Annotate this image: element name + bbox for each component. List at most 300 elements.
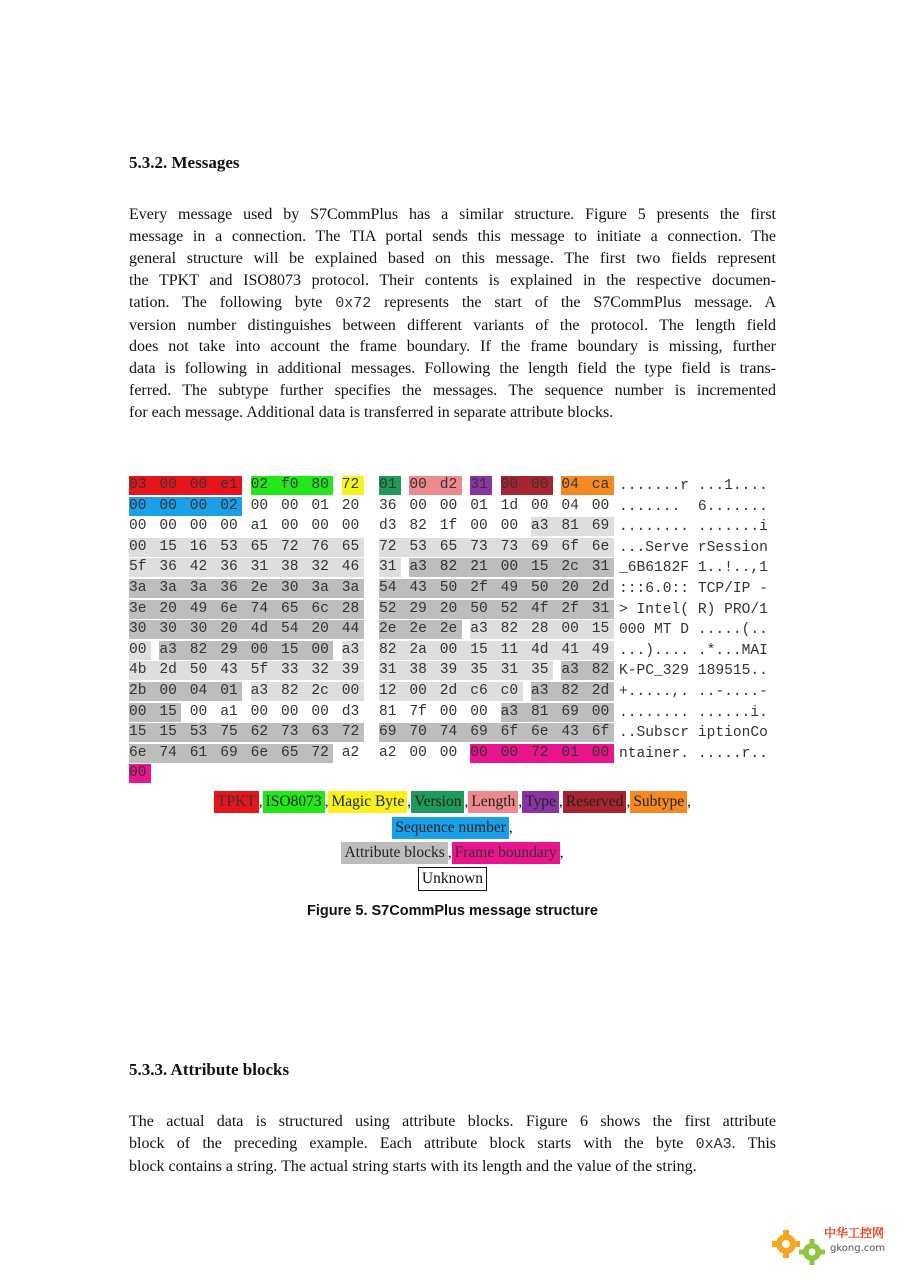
- hex-byte: 01: [561, 744, 592, 763]
- hex-byte: a3: [342, 641, 364, 660]
- hex-byte: 2d: [592, 682, 614, 701]
- hex-byte: 11: [501, 641, 532, 660]
- hex-byte: 31: [592, 558, 614, 577]
- text-run: The actual data is structured using attribute blocks. Figure 6 shows the first attribute: [129, 1113, 776, 1130]
- hex-byte: 00: [129, 538, 160, 557]
- hex-byte: 6f: [592, 723, 614, 742]
- legend-item: Type: [522, 791, 559, 813]
- hex-byte: 72: [342, 723, 364, 742]
- ascii-column: 000 MT D .....(..: [619, 622, 768, 639]
- hex-byte: 00: [592, 744, 614, 763]
- hex-byte: d3: [379, 518, 397, 535]
- hex-byte: 36: [220, 579, 251, 598]
- hex-byte: 36: [379, 497, 397, 514]
- legend-separator: ,: [407, 793, 412, 810]
- hex-byte: 3a: [129, 579, 160, 598]
- text-run: . This: [731, 1134, 777, 1152]
- hex-byte: 01: [311, 497, 329, 514]
- legend-separator: ,: [508, 819, 513, 836]
- hex-byte: 49: [501, 579, 532, 598]
- hex-byte: 31: [501, 661, 532, 680]
- text-run: Every message used by S7CommPlus has a similar structure. Figure 5 presents the first: [129, 206, 776, 223]
- hex-byte: 28: [531, 620, 562, 639]
- hex-byte: 04: [190, 682, 221, 701]
- legend-separator: ,: [464, 793, 469, 810]
- svg-text:中华工控网: 中华工控网: [824, 1226, 885, 1240]
- hex-byte: 15: [531, 558, 562, 577]
- hex-byte: 2d: [592, 579, 614, 598]
- hex-byte: 00: [409, 476, 440, 495]
- hex-byte: 00: [129, 497, 160, 516]
- hex-byte: 31: [592, 600, 614, 619]
- hex-byte: 49: [190, 600, 221, 619]
- hex-byte: 61: [190, 744, 221, 763]
- hex-byte: 12: [379, 682, 410, 701]
- ascii-column: ........ ......i.: [619, 704, 768, 721]
- hex-byte: 00: [470, 744, 501, 763]
- hex-byte: 44: [342, 620, 364, 639]
- messages-paragraph-line: [129, 292, 776, 315]
- hex-byte: 82: [379, 641, 410, 660]
- hex-byte: 3a: [311, 579, 342, 598]
- text-run: data is following in additional messages. Following the length field the type field is trans-: [129, 360, 776, 378]
- hex-byte: 00: [190, 476, 221, 495]
- hex-byte: 2d: [159, 661, 190, 680]
- hex-byte: 2b: [129, 682, 160, 701]
- hex-byte: 5f: [251, 661, 282, 680]
- hex-byte: 52: [501, 600, 532, 619]
- text-run: tation. The following byte: [129, 293, 336, 311]
- messages-paragraph-line: [129, 226, 776, 248]
- hex-byte: 03: [129, 476, 160, 495]
- messages-paragraph-line: [129, 402, 776, 424]
- hex-byte: 81: [561, 517, 592, 536]
- hex-byte: a3: [531, 517, 562, 536]
- hex-byte: 74: [251, 600, 282, 619]
- hex-byte: 20: [220, 620, 251, 639]
- hex-byte: 04: [561, 476, 592, 495]
- hex-byte: 76: [311, 538, 342, 557]
- hex-byte: 53: [409, 538, 440, 557]
- messages-paragraph-line: [129, 336, 776, 358]
- hex-byte: 15: [159, 723, 190, 742]
- hex-byte: 15: [159, 703, 181, 722]
- hex-byte: 3e: [129, 600, 160, 619]
- hex-byte: 01: [379, 476, 401, 495]
- hex-byte: 00: [251, 641, 282, 660]
- inline-code: 0x72: [335, 294, 372, 312]
- hex-byte: a3: [251, 682, 282, 701]
- gkong-logo: [770, 1220, 895, 1272]
- hex-byte: 46: [342, 558, 364, 577]
- hex-byte: 82: [281, 682, 312, 701]
- ascii-column: .......r ...1....: [619, 478, 768, 494]
- hex-byte: 69: [592, 517, 614, 536]
- section-heading-messages: 5.3.2. Messages: [129, 153, 240, 172]
- hex-byte: 00: [501, 558, 532, 577]
- text-run: the TPKT and ISO8073 protocol. Their contents is explained in the respective documen-: [129, 271, 776, 289]
- legend-separator: ,: [518, 793, 523, 810]
- text-run: message in a connection. The TIA portal sends this message to initiate a connection. The: [129, 227, 776, 245]
- ascii-column: ..Subscr iptionCo: [619, 725, 768, 742]
- hex-byte: 35: [470, 661, 501, 680]
- hex-byte: 29: [409, 600, 440, 619]
- hex-byte: 65: [440, 538, 471, 557]
- hex-byte: 7f: [409, 703, 427, 720]
- legend-row-4: [0, 867, 905, 891]
- hex-byte: 6e: [592, 538, 614, 557]
- text-run: ferred. The subtype further specifies the messages. The sequence number is incremented: [129, 382, 776, 400]
- hex-byte: d2: [440, 476, 462, 495]
- hex-byte: 00: [129, 703, 160, 722]
- legend-item: Length: [468, 791, 518, 813]
- hex-byte: 02: [220, 497, 242, 516]
- hex-byte: 01: [220, 682, 242, 701]
- hex-byte: 50: [470, 600, 501, 619]
- hex-byte: 62: [251, 723, 282, 742]
- hex-byte: 4d: [531, 641, 562, 660]
- hex-byte: 2f: [561, 600, 592, 619]
- hex-byte: 41: [561, 641, 592, 660]
- hex-byte: 00: [592, 703, 614, 722]
- hex-byte: 72: [281, 538, 312, 557]
- hex-byte: 00: [341, 518, 360, 535]
- hex-byte: 00: [129, 518, 147, 535]
- hex-byte: ca: [592, 476, 614, 495]
- hex-byte: 02: [251, 476, 282, 495]
- hex-byte: 39: [342, 661, 364, 680]
- ascii-column: :::6.0:: TCP/IP -: [619, 580, 768, 597]
- attribute-blocks-paragraph-line: [129, 1156, 776, 1178]
- attribute-blocks-paragraph: [129, 1111, 776, 1178]
- hex-byte: 30: [129, 620, 160, 639]
- text-run: version number distinguishes between different variants of the protocol. The length field: [129, 316, 776, 334]
- hex-byte: 69: [531, 538, 562, 557]
- hex-byte: 36: [220, 558, 251, 577]
- hex-byte: 65: [281, 600, 312, 619]
- hex-byte: 00: [561, 620, 592, 639]
- text-run: does not take into account the frame boundary. If the frame boundary is missing, further: [129, 338, 776, 356]
- hex-byte: 00: [129, 641, 151, 660]
- hex-byte: 82: [592, 661, 614, 680]
- hex-byte: 82: [561, 682, 592, 701]
- legend-item: Unknown: [418, 867, 487, 891]
- hex-byte: 00: [531, 497, 549, 514]
- hex-byte: 72: [379, 538, 410, 557]
- hex-byte: a2: [379, 744, 397, 761]
- hex-byte: a3: [409, 558, 440, 577]
- legend-item: Sequence number: [392, 817, 509, 839]
- hex-byte: 2e: [440, 620, 462, 639]
- hex-byte: 49: [592, 641, 614, 660]
- hex-byte: 00: [470, 518, 488, 535]
- hex-byte: a3: [159, 641, 190, 660]
- hex-byte: 00: [281, 497, 299, 514]
- hex-byte: 31: [379, 661, 410, 680]
- figure-caption: Figure 5. S7CommPlus message structure: [307, 903, 598, 919]
- inline-code: 0xA3: [695, 1135, 732, 1153]
- legend-item: ISO8073: [263, 791, 325, 813]
- hex-byte: 2c: [311, 682, 342, 701]
- hex-byte: 72: [311, 744, 333, 763]
- legend-item: Subtype: [630, 791, 687, 813]
- hex-byte: 00: [311, 518, 329, 535]
- hex-byte: 20: [561, 579, 592, 598]
- hex-byte: 00: [159, 476, 190, 495]
- hex-byte: 5f: [129, 558, 160, 577]
- hex-byte: d3: [341, 703, 360, 720]
- hex-byte: 15: [592, 620, 614, 639]
- hex-byte: 53: [220, 538, 251, 557]
- hex-byte: 00: [281, 518, 299, 535]
- hex-byte: 28: [342, 600, 364, 619]
- hex-byte: 15: [129, 723, 160, 742]
- hex-byte: a1: [220, 703, 238, 720]
- section-heading-attribute-blocks: 5.3.3. Attribute blocks: [129, 1060, 290, 1079]
- hex-byte: 6c: [311, 600, 342, 619]
- hex-byte: 00: [501, 476, 532, 495]
- text-run: for each message. Additional data is transferred in separate attribute blocks.: [129, 404, 614, 422]
- hex-byte: 3a: [342, 579, 364, 598]
- hex-byte: 65: [281, 744, 312, 763]
- hex-byte: 70: [409, 723, 440, 742]
- legend-separator: ,: [258, 793, 263, 810]
- hex-byte: 50: [531, 579, 562, 598]
- hex-byte: 80: [311, 476, 333, 495]
- hex-byte: 38: [409, 661, 440, 680]
- hex-byte: 4f: [531, 600, 562, 619]
- hex-byte: 00: [591, 497, 610, 514]
- hex-byte: 75: [220, 723, 251, 742]
- hex-byte: 82: [190, 641, 221, 660]
- legend-separator: ,: [687, 793, 691, 810]
- hex-byte: 15: [470, 641, 501, 660]
- hex-byte: 63: [311, 723, 342, 742]
- hex-byte: 74: [440, 723, 471, 742]
- messages-paragraph-line: [129, 204, 776, 226]
- hex-byte: 4b: [129, 661, 160, 680]
- hex-byte: 65: [342, 538, 364, 557]
- svg-text:gkong.com: gkong.com: [830, 1243, 886, 1254]
- hex-byte: 6f: [561, 538, 592, 557]
- hex-byte: 15: [159, 538, 190, 557]
- hex-byte: 2c: [561, 558, 592, 577]
- hex-byte: 00: [220, 518, 238, 535]
- hex-byte: 00: [501, 744, 532, 763]
- legend-item: TPKT: [214, 791, 259, 813]
- hex-byte: 6e: [531, 723, 562, 742]
- ascii-column: ...).... .*...MAI: [619, 642, 768, 659]
- hex-byte: 00: [159, 682, 190, 701]
- hex-byte: a3: [561, 661, 592, 680]
- hex-byte: 72: [342, 476, 364, 495]
- legend-item: Attribute blocks: [341, 842, 447, 864]
- hex-byte: 30: [190, 620, 221, 639]
- hex-byte: 2a: [409, 641, 440, 660]
- hex-byte: 54: [379, 579, 410, 598]
- hex-byte: 6e: [220, 600, 251, 619]
- hex-byte: 20: [159, 600, 190, 619]
- hex-byte: c6: [470, 682, 501, 701]
- legend-row-3: [0, 841, 905, 865]
- legend-row-1: [0, 790, 905, 814]
- hex-byte: 2e: [409, 620, 440, 639]
- hex-byte: 00: [129, 764, 151, 783]
- ascii-column: +.....,. ..-....-: [619, 683, 768, 700]
- hex-byte: 20: [311, 620, 342, 639]
- hex-byte: 2e: [251, 579, 282, 598]
- hex-byte: 01: [470, 497, 488, 514]
- hex-byte: 50: [190, 661, 221, 680]
- hex-byte: 73: [281, 723, 312, 742]
- hex-byte: a3: [531, 682, 562, 701]
- hex-byte: 00: [250, 497, 269, 514]
- hex-byte: 00: [409, 682, 440, 701]
- messages-paragraph-line: [129, 358, 776, 380]
- hex-byte: f0: [281, 476, 312, 495]
- hex-byte: 15: [281, 641, 312, 660]
- messages-paragraph: [129, 204, 776, 424]
- hex-byte: 00: [189, 518, 208, 535]
- hex-byte: a3: [501, 703, 532, 722]
- messages-paragraph-line: [129, 380, 776, 402]
- hex-byte: 74: [159, 744, 190, 763]
- hex-byte: 30: [159, 620, 190, 639]
- legend-separator: ,: [558, 793, 563, 810]
- hex-byte: 31: [379, 558, 401, 577]
- hex-byte: 32: [311, 661, 342, 680]
- hex-byte: 52: [379, 600, 410, 619]
- hex-byte: 69: [470, 723, 501, 742]
- hex-byte: 69: [561, 703, 592, 722]
- hex-byte: 04: [561, 497, 579, 514]
- hex-byte: 4d: [251, 620, 282, 639]
- hex-byte: 43: [561, 723, 592, 742]
- hex-byte: 20: [341, 497, 360, 514]
- hex-byte: 3a: [190, 579, 221, 598]
- legend-item: Frame boundary: [452, 842, 560, 864]
- hex-byte: 6e: [251, 744, 282, 763]
- ascii-column: ........ .......i: [619, 519, 768, 536]
- hex-byte: 42: [190, 558, 221, 577]
- ascii-column: ...Serve rSession: [619, 539, 768, 556]
- hex-byte: a2: [341, 744, 360, 761]
- hex-byte: 00: [190, 497, 221, 516]
- legend-separator: ,: [447, 844, 452, 861]
- hex-byte: 21: [470, 558, 501, 577]
- messages-paragraph-line: [129, 248, 776, 270]
- hex-byte: 00: [440, 641, 471, 660]
- hex-byte: a1: [250, 518, 269, 535]
- hex-byte: 69: [379, 723, 410, 742]
- hex-byte: 00: [281, 703, 299, 720]
- legend-separator: ,: [559, 844, 564, 861]
- hex-byte: 2e: [379, 620, 410, 639]
- text-run: general structure will be explained based on this message. The first two fields represent: [129, 249, 776, 267]
- hex-byte: 31: [251, 558, 282, 577]
- hex-byte: 82: [501, 620, 532, 639]
- hex-byte: 00: [311, 703, 329, 720]
- hex-byte: a3: [470, 620, 501, 639]
- legend-row-2: [0, 816, 905, 840]
- hex-byte: 69: [220, 744, 251, 763]
- legend-separator: ,: [626, 793, 631, 810]
- hex-byte: 81: [531, 703, 562, 722]
- hex-byte: 00: [159, 497, 190, 516]
- hex-byte: 00: [409, 497, 427, 514]
- hex-byte: 38: [281, 558, 312, 577]
- hex-byte: 16: [190, 538, 221, 557]
- hex-byte: 00: [311, 641, 333, 660]
- ascii-column: > Intel( R) PRO/1: [619, 601, 768, 618]
- hex-byte: 35: [531, 661, 553, 680]
- text-run: block contains a string. The actual string starts with its length and the value of the string.: [129, 1157, 697, 1175]
- hex-byte: 00: [439, 497, 458, 514]
- messages-paragraph-line: [129, 315, 776, 337]
- text-run: represents the start of the S7CommPlus message. A: [371, 293, 776, 311]
- hex-byte: 00: [531, 476, 553, 495]
- messages-paragraph-line: [129, 270, 776, 292]
- attribute-blocks-paragraph-line: [129, 1111, 776, 1133]
- hex-byte: 29: [220, 641, 251, 660]
- hex-byte: 53: [190, 723, 221, 742]
- hex-byte: 6e: [129, 744, 160, 763]
- hex-byte: 82: [409, 518, 427, 535]
- hex-byte: 2f: [470, 579, 501, 598]
- hex-byte: e1: [220, 476, 242, 495]
- hex-byte: 73: [501, 538, 532, 557]
- ascii-column: ntainer. .....r..: [619, 745, 768, 762]
- attribute-blocks-paragraph-line: [129, 1133, 776, 1156]
- hex-byte: 3a: [159, 579, 190, 598]
- ascii-column: _6B6182F 1..!..,1: [619, 560, 768, 577]
- hex-byte: 2d: [440, 682, 471, 701]
- hex-byte: 1d: [500, 497, 519, 514]
- hex-byte: 72: [531, 744, 562, 763]
- hex-byte: 00: [409, 744, 427, 761]
- hex-byte: 00: [250, 703, 269, 720]
- hex-byte: 54: [281, 620, 312, 639]
- hex-byte: 00: [189, 703, 208, 720]
- hex-byte: c0: [501, 682, 523, 701]
- ascii-column: K-PC_329 189515..: [619, 663, 768, 680]
- hex-byte: 00: [439, 703, 458, 720]
- hex-byte: 00: [500, 518, 519, 535]
- hex-byte: 20: [440, 600, 471, 619]
- hex-byte: 39: [440, 661, 471, 680]
- hex-byte: 73: [470, 538, 501, 557]
- hex-byte: 82: [440, 558, 471, 577]
- hex-byte: 50: [440, 579, 471, 598]
- hex-byte: 6f: [501, 723, 532, 742]
- hex-byte: 00: [470, 703, 488, 720]
- legend-separator: ,: [324, 793, 329, 810]
- hex-byte: 00: [439, 744, 458, 761]
- hex-byte: 43: [409, 579, 440, 598]
- hex-byte: 00: [159, 518, 177, 535]
- legend-item: Version: [411, 791, 464, 813]
- ascii-column: ....... 6.......: [619, 498, 768, 515]
- text-run: block of the preceding example. Each attribute block starts with the byte: [129, 1134, 696, 1152]
- hex-byte: 30: [281, 579, 312, 598]
- hex-byte: 32: [311, 558, 342, 577]
- hex-byte: 81: [379, 703, 397, 720]
- legend-item: Reserved: [563, 791, 627, 813]
- hex-byte: 00: [342, 682, 364, 701]
- hex-byte: 31: [470, 476, 492, 495]
- gear-icon: [770, 1220, 895, 1272]
- hex-byte: 65: [251, 538, 282, 557]
